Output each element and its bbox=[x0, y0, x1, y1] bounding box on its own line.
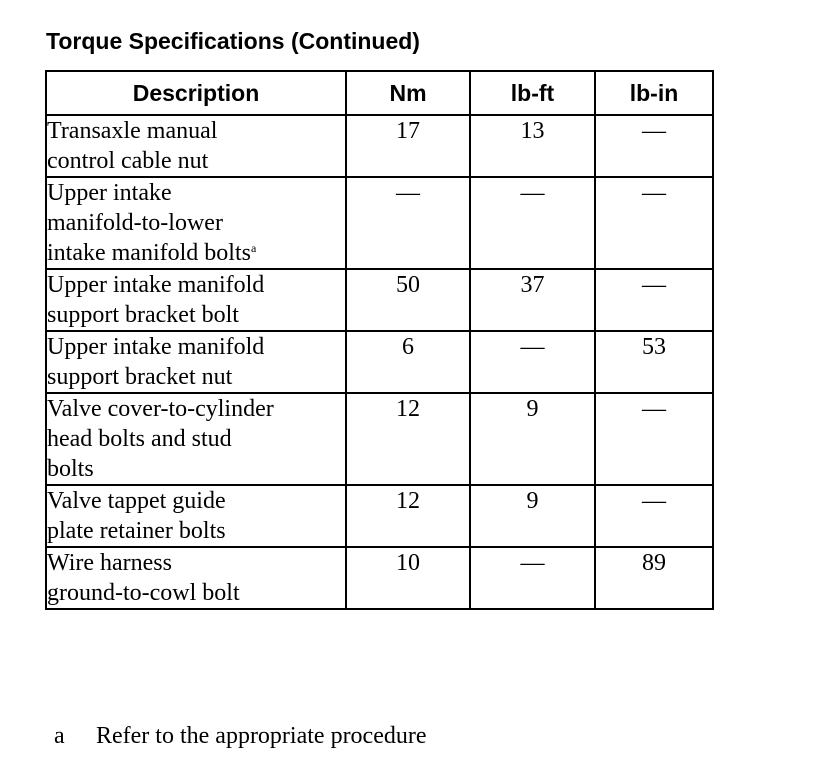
description-cell bbox=[46, 393, 346, 485]
table-row bbox=[46, 393, 713, 485]
table-row bbox=[46, 269, 713, 331]
nm-cell: — bbox=[346, 177, 470, 269]
description-line: Wire harness bbox=[47, 550, 172, 576]
description-cell bbox=[46, 485, 346, 547]
page-title: Torque Specifications (Continued) bbox=[46, 28, 420, 54]
nm-cell: 50 bbox=[346, 269, 470, 331]
nm-cell: 12 bbox=[346, 485, 470, 547]
torque-spec-table bbox=[45, 70, 714, 610]
description-line: Upper intake bbox=[47, 180, 172, 206]
description-line: manifold-to-lower bbox=[47, 210, 223, 236]
description-cell bbox=[46, 547, 346, 609]
table-row bbox=[46, 177, 713, 269]
lb-in-cell: — bbox=[595, 177, 713, 269]
nm-cell: 10 bbox=[346, 547, 470, 609]
description-line: support bracket bolt bbox=[47, 302, 239, 328]
footnote-text: Refer to the appropriate procedure bbox=[96, 723, 427, 749]
column-header-description: Description bbox=[46, 71, 346, 115]
lb-in-cell: — bbox=[595, 485, 713, 547]
description-line: support bracket nut bbox=[47, 364, 233, 390]
description-line bbox=[47, 238, 345, 268]
table-row bbox=[46, 115, 713, 177]
description-line: Upper intake manifold bbox=[47, 334, 265, 360]
table-row bbox=[46, 547, 713, 609]
description-text: intake manifold bolts bbox=[47, 240, 251, 266]
description-line: Valve tappet guide bbox=[47, 488, 226, 514]
description-line: Valve cover-to-cylinder bbox=[47, 396, 274, 422]
description-line: Upper intake manifold bbox=[47, 272, 265, 298]
description-line: control cable nut bbox=[47, 148, 209, 174]
lb-in-cell: — bbox=[595, 269, 713, 331]
lb-ft-cell: — bbox=[470, 331, 595, 393]
description-line: bolts bbox=[47, 456, 94, 482]
nm-cell: 6 bbox=[346, 331, 470, 393]
description-line: Transaxle manual bbox=[47, 118, 218, 144]
table-row bbox=[46, 331, 713, 393]
description-line: ground-to-cowl bolt bbox=[47, 580, 240, 606]
lb-ft-cell: — bbox=[470, 177, 595, 269]
lb-ft-cell: 13 bbox=[470, 115, 595, 177]
lb-ft-cell: 37 bbox=[470, 269, 595, 331]
description-cell bbox=[46, 331, 346, 393]
lb-ft-cell: 9 bbox=[470, 485, 595, 547]
lb-ft-cell: 9 bbox=[470, 393, 595, 485]
description-line: head bolts and stud bbox=[47, 426, 232, 452]
column-header-nm: Nm bbox=[346, 71, 470, 115]
lb-in-cell: 53 bbox=[595, 331, 713, 393]
nm-cell: 12 bbox=[346, 393, 470, 485]
column-header-lb-ft: lb-ft bbox=[470, 71, 595, 115]
description-cell bbox=[46, 115, 346, 177]
footnote-mark: a bbox=[54, 723, 65, 749]
footnote-marker: a bbox=[250, 241, 257, 255]
table-row bbox=[46, 485, 713, 547]
footnote bbox=[54, 721, 427, 751]
lb-in-cell: — bbox=[595, 393, 713, 485]
lb-ft-cell: — bbox=[470, 547, 595, 609]
lb-in-cell: — bbox=[595, 115, 713, 177]
description-cell bbox=[46, 177, 346, 269]
description-line: plate retainer bolts bbox=[47, 518, 226, 544]
lb-in-cell: 89 bbox=[595, 547, 713, 609]
table-header-row bbox=[46, 71, 713, 115]
column-header-lb-in: lb-in bbox=[595, 71, 713, 115]
description-cell bbox=[46, 269, 346, 331]
nm-cell: 17 bbox=[346, 115, 470, 177]
